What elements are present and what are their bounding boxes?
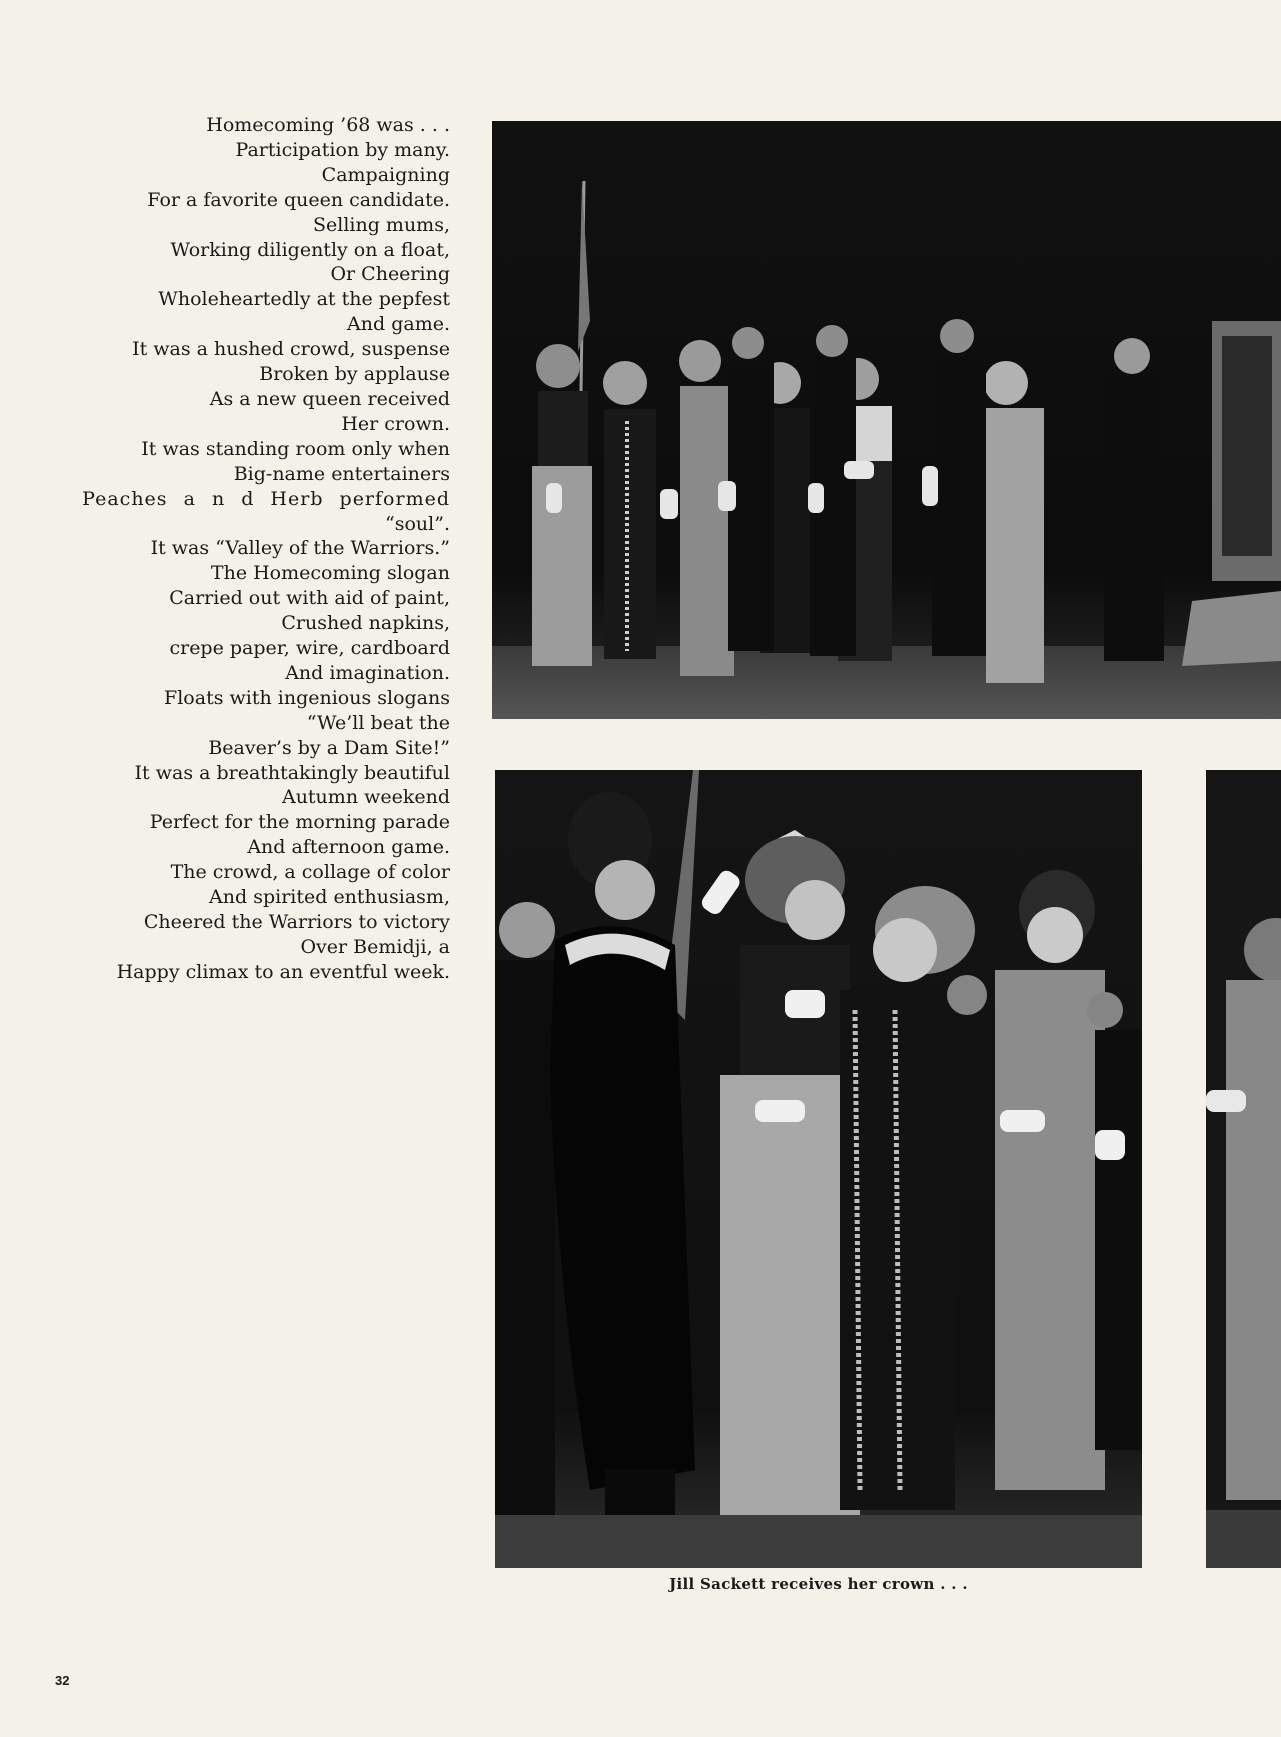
poem-line: Over Bemidji, a xyxy=(300,935,450,958)
poem-line: Autumn weekend xyxy=(281,786,450,809)
poem-line: Big-name entertainers xyxy=(233,462,450,485)
poem-line: Happy climax to an eventful week. xyxy=(116,960,450,983)
poem-line: For a favorite queen candidate. xyxy=(147,188,450,211)
photo-queen-candidates-on-stage xyxy=(492,121,1281,719)
poem-line: As a new queen received xyxy=(209,387,450,410)
poem-line: Crushed napkins, xyxy=(281,612,450,635)
poem-line: “We’ll beat the xyxy=(306,711,450,734)
poem-line: It was a hushed crowd, suspense xyxy=(132,338,450,361)
poem-line: Selling mums, xyxy=(313,213,450,236)
poem-line: Floats with ingenious slogans xyxy=(164,686,450,709)
poem-line: Participation by many. xyxy=(235,138,450,161)
poem-line: And imagination. xyxy=(285,661,450,684)
poem-line: Or Cheering xyxy=(330,263,450,286)
poem-line: Cheered the Warriors to victory xyxy=(143,911,450,933)
poem-line: The Homecoming slogan xyxy=(210,562,450,585)
poem-line: And game. xyxy=(347,313,450,336)
poem-line: Peaches a n d Herb performed xyxy=(82,487,450,510)
poem-line: Her crown. xyxy=(341,412,450,435)
poem-line: Working diligently on a float, xyxy=(170,238,450,261)
poem-line: Carried out with aid of paint, xyxy=(169,587,450,610)
poem-line: And spirited enthusiasm, xyxy=(209,886,450,909)
poem-line: The crowd, a collage of color xyxy=(170,861,450,884)
poem-line: It was “Valley of the Warriors.” xyxy=(150,537,450,560)
poem-line: And afternoon game. xyxy=(247,836,450,859)
photo-caption: Jill Sackett receives her crown . . . xyxy=(669,1575,968,1593)
poem-line: Wholeheartedly at the pepfest xyxy=(158,288,450,311)
poem-line: Campaigning xyxy=(321,163,450,186)
poem-text xyxy=(60,113,450,985)
poem-line: Perfect for the morning parade xyxy=(149,811,450,834)
poem-line: Homecoming ’68 was . . . xyxy=(206,114,450,136)
poem-line: It was standing room only when xyxy=(141,437,450,460)
poem-line: “soul”. xyxy=(385,512,450,535)
page-number: 32 xyxy=(55,1673,70,1688)
poem-line: Broken by applause xyxy=(259,363,450,386)
photo-crowning-ceremony xyxy=(495,770,1142,1568)
poem-line: It was a breathtakingly beautiful xyxy=(134,761,450,784)
photo-cropped-candidate xyxy=(1206,770,1281,1568)
poem-line: crepe paper, wire, cardboard xyxy=(169,637,450,660)
poem-line: Beaver’s by a Dam Site!” xyxy=(208,736,450,759)
